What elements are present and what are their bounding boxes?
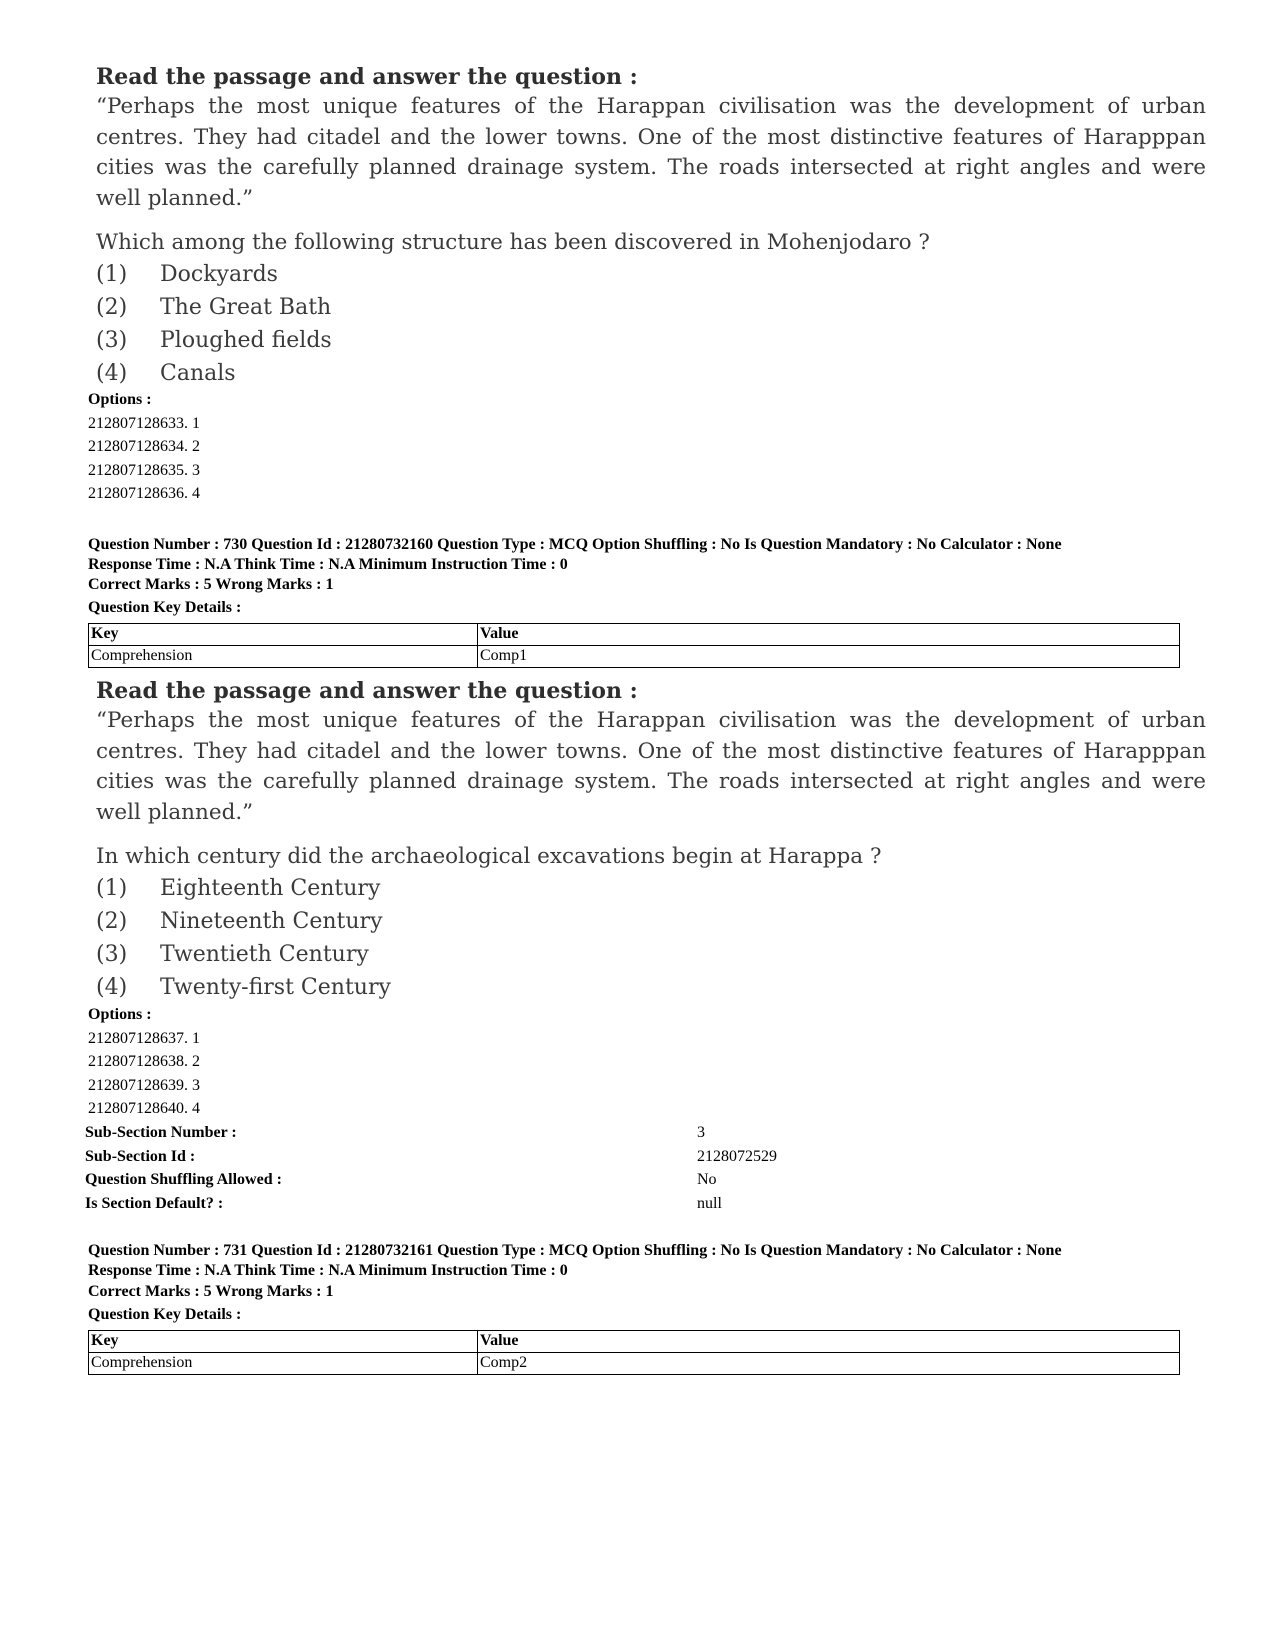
option-item: 212807128639. 3 <box>88 1076 200 1094</box>
table-header-value: Value <box>478 624 1180 646</box>
table-cell-value: Comp1 <box>478 646 1180 668</box>
choice-item: (2) Nineteenth Century <box>96 909 383 934</box>
option-item: 212807128636. 4 <box>88 485 200 502</box>
question-text: Which among the following structure has been discovered in Mohenjodaro ? <box>96 230 930 255</box>
marks-line: Correct Marks : 5 Wrong Marks : 1 <box>88 1283 334 1300</box>
subsection-row: Is Section Default? : null <box>85 1194 722 1212</box>
options-list-2 <box>88 1003 200 1121</box>
key-value-table <box>88 1330 1180 1375</box>
options-label: Options : <box>88 1006 152 1023</box>
question-timing-line: Response Time : N.A Think Time : N.A Minimum Instruction Time : 0 <box>88 1261 568 1279</box>
subsection-row: Sub-Section Number : 3 <box>85 1124 705 1141</box>
question-730-meta <box>88 535 1062 574</box>
choice-item: (4) Twenty-first Century <box>96 975 391 1000</box>
passage-heading: Read the passage and answer the question : <box>96 678 638 704</box>
option-item: 212807128640. 4 <box>88 1100 200 1117</box>
choice-item: (1) Dockyards <box>96 262 278 287</box>
table-cell-key: Comprehension <box>89 1353 478 1375</box>
table-cell-key: Comprehension <box>89 646 478 668</box>
key-details-label: Question Key Details : <box>88 599 242 616</box>
subsection-details <box>85 1121 1185 1215</box>
key-value-table <box>88 623 1180 668</box>
passage-text: “Perhaps the most unique features of the Harappan civilisation was the development of urban centres. They had citadel and the lower towns. One of the most distinctive features of Harapppan cities was the carefully planned drainage system. The roads intersected at right angles and were well planned.” <box>96 94 1206 211</box>
option-item: 212807128638. 2 <box>88 1053 200 1070</box>
option-item: 212807128637. 1 <box>88 1029 200 1047</box>
key-details-label: Question Key Details : <box>88 1306 242 1323</box>
choice-item: (2) The Great Bath <box>96 295 332 320</box>
choice-item: (3) Twentieth Century <box>96 942 369 967</box>
table-header-key: Key <box>89 1331 478 1353</box>
table-header-key: Key <box>89 624 478 646</box>
subsection-row: Sub-Section Id : 2128072529 <box>85 1147 777 1165</box>
question-meta-line: Question Number : 731 Question Id : 21280732161 Question Type : MCQ Option Shuffling : No Is Question Mandatory : No Calculator : None <box>88 1242 1062 1259</box>
choice-item: (4) Canals <box>96 361 236 386</box>
choice-item: (3) Ploughed fields <box>96 328 332 353</box>
subsection-row: Question Shuffling Allowed : No <box>85 1171 717 1188</box>
passage-text: “Perhaps the most unique features of the Harappan civilisation was the development of urban centres. They had citadel and the lower towns. One of the most distinctive features of Harapppan cities was the carefully planned drainage system. The roads intersected at right angles and were well planned.” <box>96 708 1206 825</box>
passage-block-1 <box>96 62 1206 390</box>
question-731-meta <box>88 1241 1062 1280</box>
marks-line: Correct Marks : 5 Wrong Marks : 1 <box>88 576 334 593</box>
passage-heading: Read the passage and answer the question : <box>96 64 638 90</box>
passage-block-2 <box>96 676 1206 1004</box>
options-list-1 <box>88 388 200 506</box>
option-item: 212807128634. 2 <box>88 438 200 455</box>
options-label: Options : <box>88 391 152 408</box>
table-header-value: Value <box>478 1331 1180 1353</box>
question-text: In which century did the archaeological excavations begin at Harappa ? <box>96 844 882 869</box>
table-cell-value: Comp2 <box>478 1353 1180 1375</box>
question-meta-line: Question Number : 730 Question Id : 21280732160 Question Type : MCQ Option Shuffling : No Is Question Mandatory : No Calculator : None <box>88 536 1062 553</box>
option-item: 212807128633. 1 <box>88 414 200 432</box>
option-item: 212807128635. 3 <box>88 461 200 479</box>
choice-item: (1) Eighteenth Century <box>96 876 381 901</box>
question-timing-line: Response Time : N.A Think Time : N.A Minimum Instruction Time : 0 <box>88 555 568 573</box>
